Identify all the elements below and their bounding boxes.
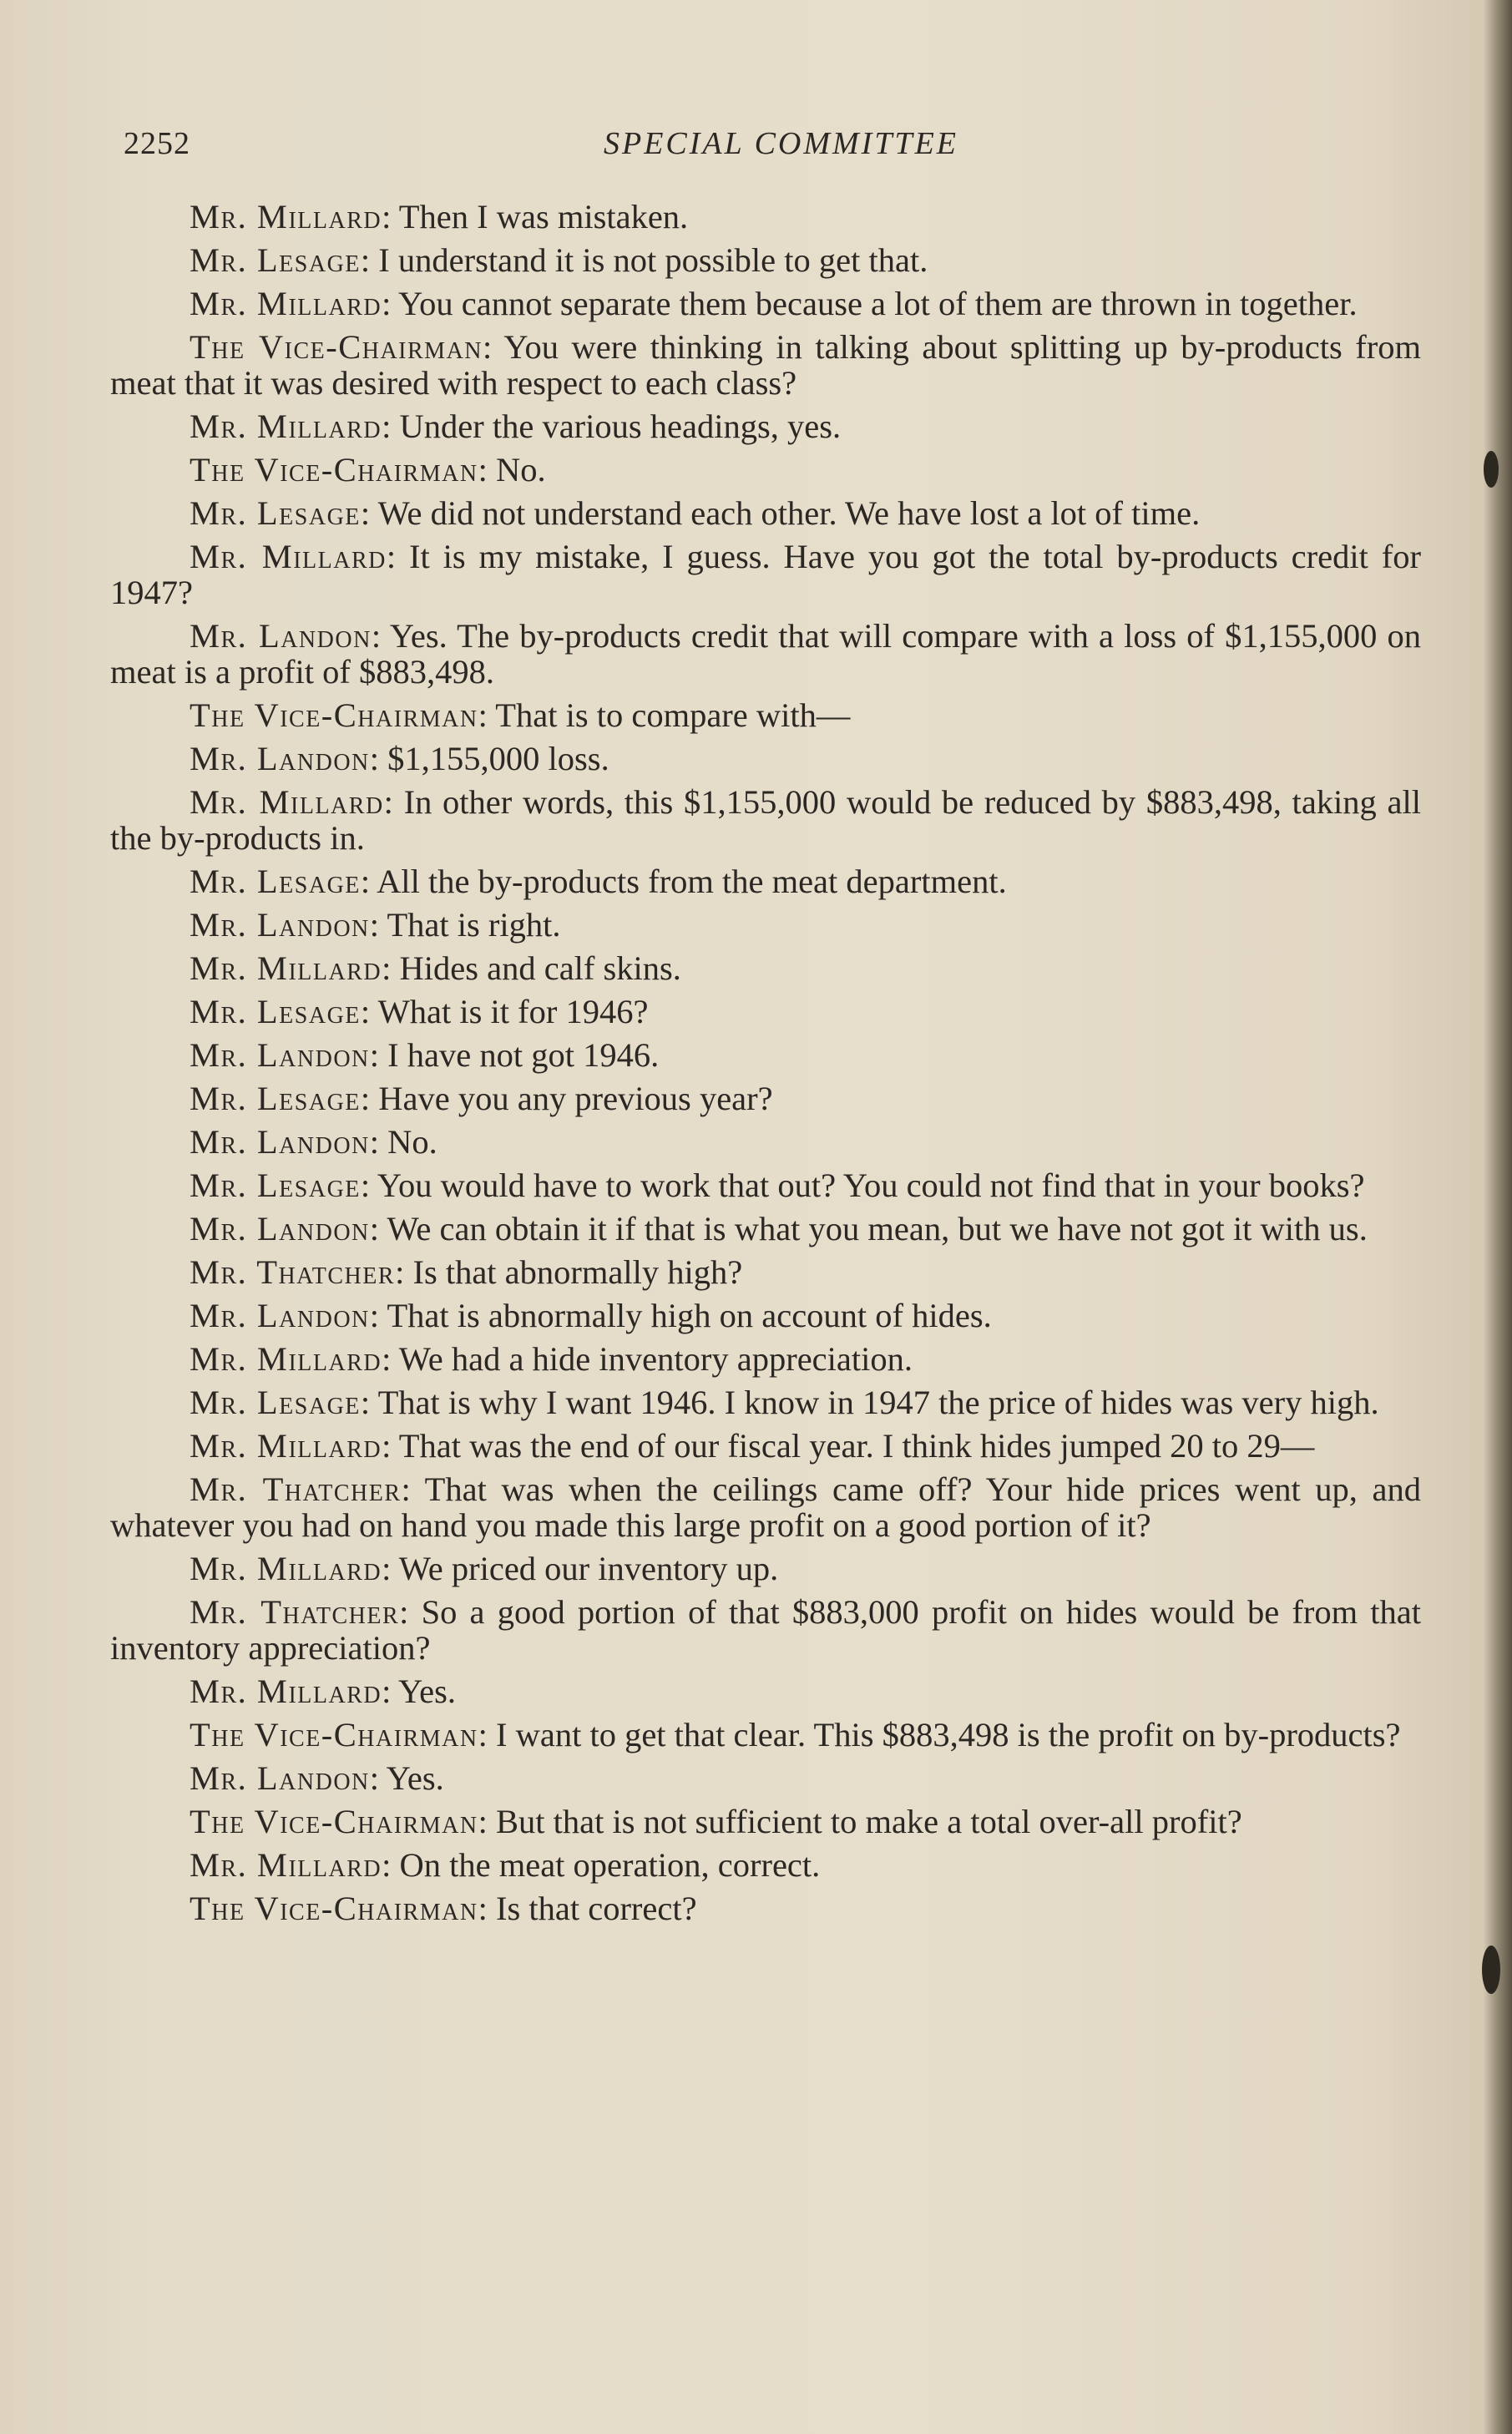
- speaker-name: The Vice-Chairman: [190, 328, 483, 366]
- speech-text: That was the end of our fiscal year. I think hides jumped 20 to 29—: [398, 1427, 1315, 1465]
- speaker-colon: :: [478, 451, 496, 488]
- speaker-name: Mr. Lesage: [190, 494, 361, 532]
- speech-text: You were thinking in talking about splitting up by-products from meat that it was desired with respect to each class?: [110, 328, 1422, 402]
- speaker-colon: :: [382, 949, 400, 987]
- speaker-name: Mr. Landon: [190, 740, 370, 777]
- speaker-colon: :: [483, 328, 504, 366]
- speaker-colon: :: [382, 1340, 399, 1378]
- speaker-colon: :: [369, 740, 388, 777]
- transcript-body: [110, 199, 1421, 1934]
- speaker-colon: :: [360, 241, 379, 279]
- dialogue-paragraph: [110, 784, 1421, 856]
- page-edge-shadow: [1484, 0, 1512, 2434]
- dialogue-paragraph: [110, 1124, 1421, 1160]
- dialogue-paragraph: [110, 452, 1421, 488]
- speaker-colon: :: [395, 1253, 413, 1291]
- speaker-name: The Vice-Chairman: [190, 1890, 478, 1927]
- speaker-colon: :: [478, 696, 496, 734]
- speaker-colon: :: [382, 407, 400, 445]
- speech-text: That is abnormally high on account of hides.: [387, 1297, 992, 1334]
- dialogue-paragraph: [110, 1847, 1421, 1883]
- dialogue-paragraph: [110, 863, 1421, 899]
- dialogue-paragraph: [110, 1551, 1421, 1586]
- speaker-name: Mr. Landon: [190, 617, 372, 655]
- speaker-name: Mr. Landon: [190, 1297, 370, 1334]
- dialogue-paragraph: [110, 329, 1421, 401]
- speaker-colon: :: [401, 1470, 425, 1508]
- speaker-name: Mr. Millard: [190, 783, 384, 821]
- speaker-name: Mr. Millard: [190, 1846, 382, 1884]
- speech-text: That is why I want 1946. I know in 1947 the price of hides was very high.: [377, 1384, 1379, 1421]
- dialogue-paragraph: [110, 539, 1421, 610]
- speaker-name: Mr. Lesage: [190, 1166, 361, 1204]
- dialogue-paragraph: [110, 1428, 1421, 1464]
- speaker-name: Mr. Millard: [190, 285, 382, 322]
- speaker-colon: :: [360, 1166, 377, 1204]
- speech-text: In other words, this $1,155,000 would be reduced by $883,498, taking all the by-products in.: [110, 783, 1421, 857]
- speech-text: Yes.: [397, 1672, 457, 1710]
- speaker-colon: :: [360, 993, 378, 1030]
- speech-text: That is to compare with—: [495, 696, 851, 734]
- speech-text: That was when the ceilings came off? Your hide prices went up, and whatever you had on hand you made this large profit on a good portion of it?: [110, 1470, 1421, 1544]
- speech-text: Yes. The by-products credit that will compare with a loss of $1,155,000 on meat is a profit of $883,498.: [110, 617, 1422, 691]
- speech-text: Is that abnormally high?: [412, 1253, 743, 1291]
- speech-text: We had a hide inventory appreciation.: [398, 1340, 913, 1378]
- speech-text: So a good portion of that $883,000 profit on hides would be from that inventory appreciation?: [110, 1593, 1421, 1667]
- page-header: [0, 125, 1512, 167]
- speaker-colon: :: [382, 285, 398, 322]
- speaker-name: Mr. Millard: [190, 1427, 382, 1465]
- speaker-name: Mr. Millard: [190, 1340, 382, 1378]
- dialogue-paragraph: [110, 286, 1421, 321]
- speaker-name: Mr. Millard: [190, 1550, 382, 1587]
- speech-text: You would have to work that out? You could not find that in your books?: [377, 1166, 1365, 1204]
- dialogue-paragraph: [110, 950, 1421, 986]
- speaker-colon: :: [369, 1210, 387, 1247]
- speaker-colon: :: [399, 1593, 422, 1631]
- speech-text: No.: [387, 1123, 437, 1161]
- speaker-name: Mr. Landon: [190, 1210, 370, 1247]
- speaker-colon: :: [369, 1123, 388, 1161]
- speech-text: I want to get that clear. This $883,498 is the profit on by-products?: [495, 1716, 1401, 1753]
- speaker-name: Mr. Thatcher: [190, 1470, 402, 1508]
- speaker-name: Mr. Millard: [190, 198, 382, 235]
- speech-text: I understand it is not possible to get that.: [378, 241, 928, 279]
- speaker-colon: :: [382, 1427, 399, 1465]
- binding-hole-mark: [1484, 451, 1499, 488]
- speech-text: Have you any previous year?: [378, 1080, 773, 1117]
- speech-text: It is my mistake, I guess. Have you got the total by-products credit for 1947?: [110, 538, 1421, 611]
- speaker-colon: :: [478, 1803, 496, 1840]
- dialogue-paragraph: [110, 1594, 1421, 1666]
- speaker-colon: :: [382, 198, 399, 235]
- speaker-name: Mr. Millard: [190, 1672, 382, 1710]
- dialogue-paragraph: [110, 199, 1421, 235]
- dialogue-paragraph: [110, 1254, 1421, 1290]
- speaker-name: Mr. Millard: [190, 949, 382, 987]
- speech-text: We can obtain it if that is what you mean, but we have not got it with us.: [387, 1210, 1368, 1247]
- speaker-colon: :: [360, 1080, 379, 1117]
- speaker-name: The Vice-Chairman: [190, 451, 478, 488]
- speech-text: No.: [495, 451, 546, 488]
- speaker-colon: :: [478, 1890, 496, 1927]
- dialogue-paragraph: [110, 1080, 1421, 1116]
- speaker-colon: :: [478, 1716, 496, 1753]
- speech-text: All the by-products from the meat department.: [377, 863, 1007, 900]
- speaker-colon: :: [371, 617, 390, 655]
- speech-text: Hides and calf skins.: [399, 949, 681, 987]
- dialogue-paragraph: [110, 1384, 1421, 1420]
- speaker-colon: :: [369, 1036, 388, 1074]
- dialogue-paragraph: [110, 1717, 1421, 1753]
- page-number: 2252: [124, 126, 190, 161]
- dialogue-paragraph: [110, 1760, 1421, 1796]
- speaker-colon: :: [369, 906, 387, 944]
- speaker-name: Mr. Landon: [190, 906, 370, 944]
- speech-text: On the meat operation, correct.: [399, 1846, 821, 1884]
- speech-text: Yes.: [386, 1759, 444, 1797]
- speaker-name: Mr. Thatcher: [190, 1253, 396, 1291]
- speech-text: Under the various headings, yes.: [399, 407, 842, 445]
- running-head: SPECIAL COMMITTEE: [603, 126, 959, 161]
- speaker-colon: :: [360, 494, 378, 532]
- speech-text: Then I was mistaken.: [398, 198, 689, 235]
- speaker-colon: :: [360, 1384, 378, 1421]
- speaker-colon: :: [382, 1550, 399, 1587]
- speech-text: Is that correct?: [495, 1890, 697, 1927]
- dialogue-paragraph: [110, 1037, 1421, 1073]
- dialogue-paragraph: [110, 495, 1421, 531]
- speaker-colon: :: [382, 1846, 400, 1884]
- dialogue-paragraph: [110, 697, 1421, 733]
- speech-text: $1,155,000 loss.: [387, 740, 609, 777]
- speech-text: But that is not sufficient to make a total over-all profit?: [495, 1803, 1242, 1840]
- speaker-name: Mr. Landon: [190, 1123, 370, 1161]
- speaker-colon: :: [382, 1672, 398, 1710]
- speaker-name: Mr. Lesage: [190, 1384, 361, 1421]
- speaker-name: The Vice-Chairman: [190, 1716, 478, 1753]
- dialogue-paragraph: [110, 741, 1421, 777]
- dialogue-paragraph: [110, 1167, 1421, 1203]
- speaker-name: The Vice-Chairman: [190, 1803, 478, 1840]
- dialogue-paragraph: [110, 1890, 1421, 1926]
- speech-text: That is right.: [387, 906, 561, 944]
- speaker-name: Mr. Lesage: [190, 241, 361, 279]
- dialogue-paragraph: [110, 618, 1421, 690]
- speaker-colon: :: [360, 863, 377, 900]
- dialogue-paragraph: [110, 1804, 1421, 1839]
- speech-text: What is it for 1946?: [377, 993, 649, 1030]
- speaker-colon: :: [383, 783, 404, 821]
- speaker-colon: :: [386, 538, 409, 575]
- speaker-name: Mr. Millard: [190, 538, 387, 575]
- speech-text: I have not got 1946.: [387, 1036, 660, 1074]
- dialogue-paragraph: [110, 907, 1421, 943]
- dialogue-paragraph: [110, 994, 1421, 1030]
- dialogue-paragraph: [110, 408, 1421, 444]
- dialogue-paragraph: [110, 1211, 1421, 1247]
- speaker-name: Mr. Thatcher: [190, 1593, 400, 1631]
- speech-text: We did not understand each other. We have lost a lot of time.: [377, 494, 1201, 532]
- dialogue-paragraph: [110, 1341, 1421, 1377]
- speaker-colon: :: [369, 1297, 387, 1334]
- speaker-name: Mr. Lesage: [190, 1080, 361, 1117]
- speaker-name: Mr. Landon: [190, 1036, 370, 1074]
- dialogue-paragraph: [110, 242, 1421, 278]
- dialogue-paragraph: [110, 1471, 1421, 1543]
- speaker-name: Mr. Landon: [190, 1759, 370, 1797]
- speech-text: We priced our inventory up.: [398, 1550, 779, 1587]
- speaker-name: Mr. Lesage: [190, 993, 361, 1030]
- speaker-colon: :: [369, 1759, 387, 1797]
- binding-hole-mark: [1482, 1946, 1500, 1994]
- speaker-name: Mr. Lesage: [190, 863, 361, 900]
- speaker-name: The Vice-Chairman: [190, 696, 478, 734]
- dialogue-paragraph: [110, 1673, 1421, 1709]
- speaker-name: Mr. Millard: [190, 407, 382, 445]
- speech-text: You cannot separate them because a lot of them are thrown in together.: [397, 285, 1358, 322]
- dialogue-paragraph: [110, 1298, 1421, 1333]
